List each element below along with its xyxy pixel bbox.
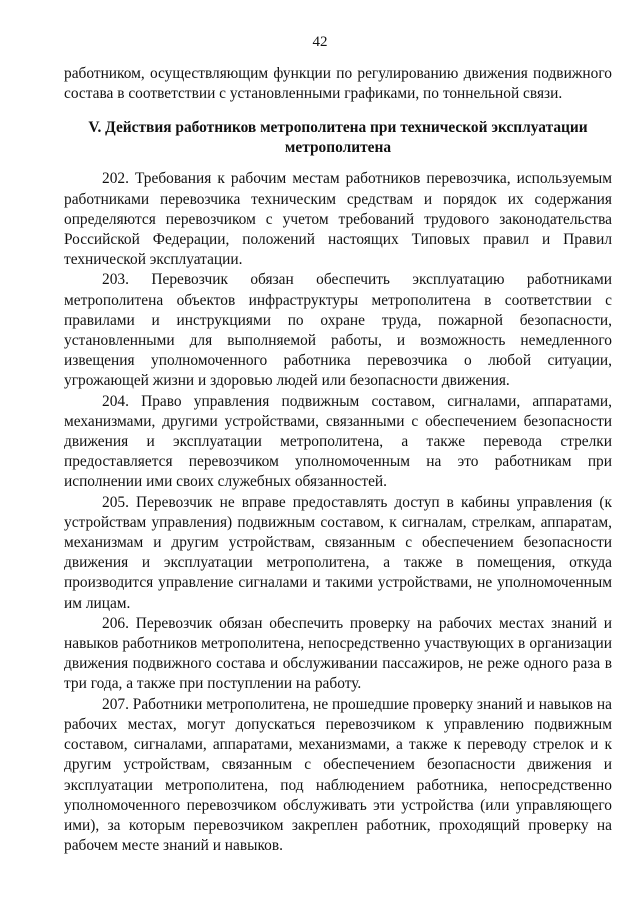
section-heading: V. Действия работников метрополитена при технической эксплуатации метрополитена xyxy=(88,119,588,157)
paragraph-206: 206. Перевозчик обязан обеспечить проверку на рабочих местах знаний и навыков работников метрополитена, непосредственно участвующих в организации движения подвижного состава и обслуживании пассажиров, не реже одного раза в три года, а также при поступлении на работу. xyxy=(64,614,612,693)
document-body xyxy=(64,64,612,856)
page-number: 42 xyxy=(312,34,328,50)
continued-paragraph: работником, осуществляющим функции по регулированию движения подвижного состава в соответствии с установленными графиками, по тоннельной связи. xyxy=(64,65,612,103)
paragraph-203: 203. Перевозчик обязан обеспечить эксплуатацию работниками метрополитена объектов инфраструктуры метрополитена в соответствии с правилами и инструкциями по охране труда, пожарной безопасности, установленными для выполняемой работы, и возможность немедленного извещения уполномоченного работника перевозчика о любой ситуации, угрожающей жизни и здоровью людей или безопасности движения. xyxy=(64,271,612,390)
paragraph-204: 204. Право управления подвижным составом, сигналами, аппаратами, механизмами, другими устройствами, связанными с обеспечением безопасности движения и эксплуатации метрополитена, а также перевода стрелки предоставляется перевозчиком уполномоченным на это работникам при исполнении ими своих служебных обязанностей. xyxy=(64,392,612,491)
paragraph-202: 202. Требования к рабочим местам работников перевозчика, используемым работниками перевозчика техническим средствам и порядок их содержания определяются перевозчиком с учетом требований трудового законодательства Российской Федерации, положений настоящих Типовых правил и Правил технической эксплуатации. xyxy=(64,170,612,269)
paragraph-205: 205. Перевозчик не вправе предоставлять доступ в кабины управления (к устройствам управления) подвижным составом, к сигналам, стрелкам, аппаратам, механизмам и другим устройствам, связанным с обеспечением безопасности движения и эксплуатации метрополитена, а также в помещения, откуда производится управление сигналами и такими устройствами, не уполномоченным им лицам. xyxy=(64,493,612,612)
paragraph-207: 207. Работники метрополитена, не прошедшие проверку знаний и навыков на рабочих местах, могут допускаться перевозчиком к управлению подвижным составом, сигналами, аппаратами, механизмами, а также к переводу стрелок и к другим устройствам, связанным с обеспечением безопасности движения и эксплуатации метрополитена, под наблюдением работника, непосредственно уполномоченного перевозчиком обслуживать эти устройства (или управляющего ими), за которым перевозчиком закреплен работник, проходящий проверку на рабочем месте знаний и навыков. xyxy=(64,695,612,855)
